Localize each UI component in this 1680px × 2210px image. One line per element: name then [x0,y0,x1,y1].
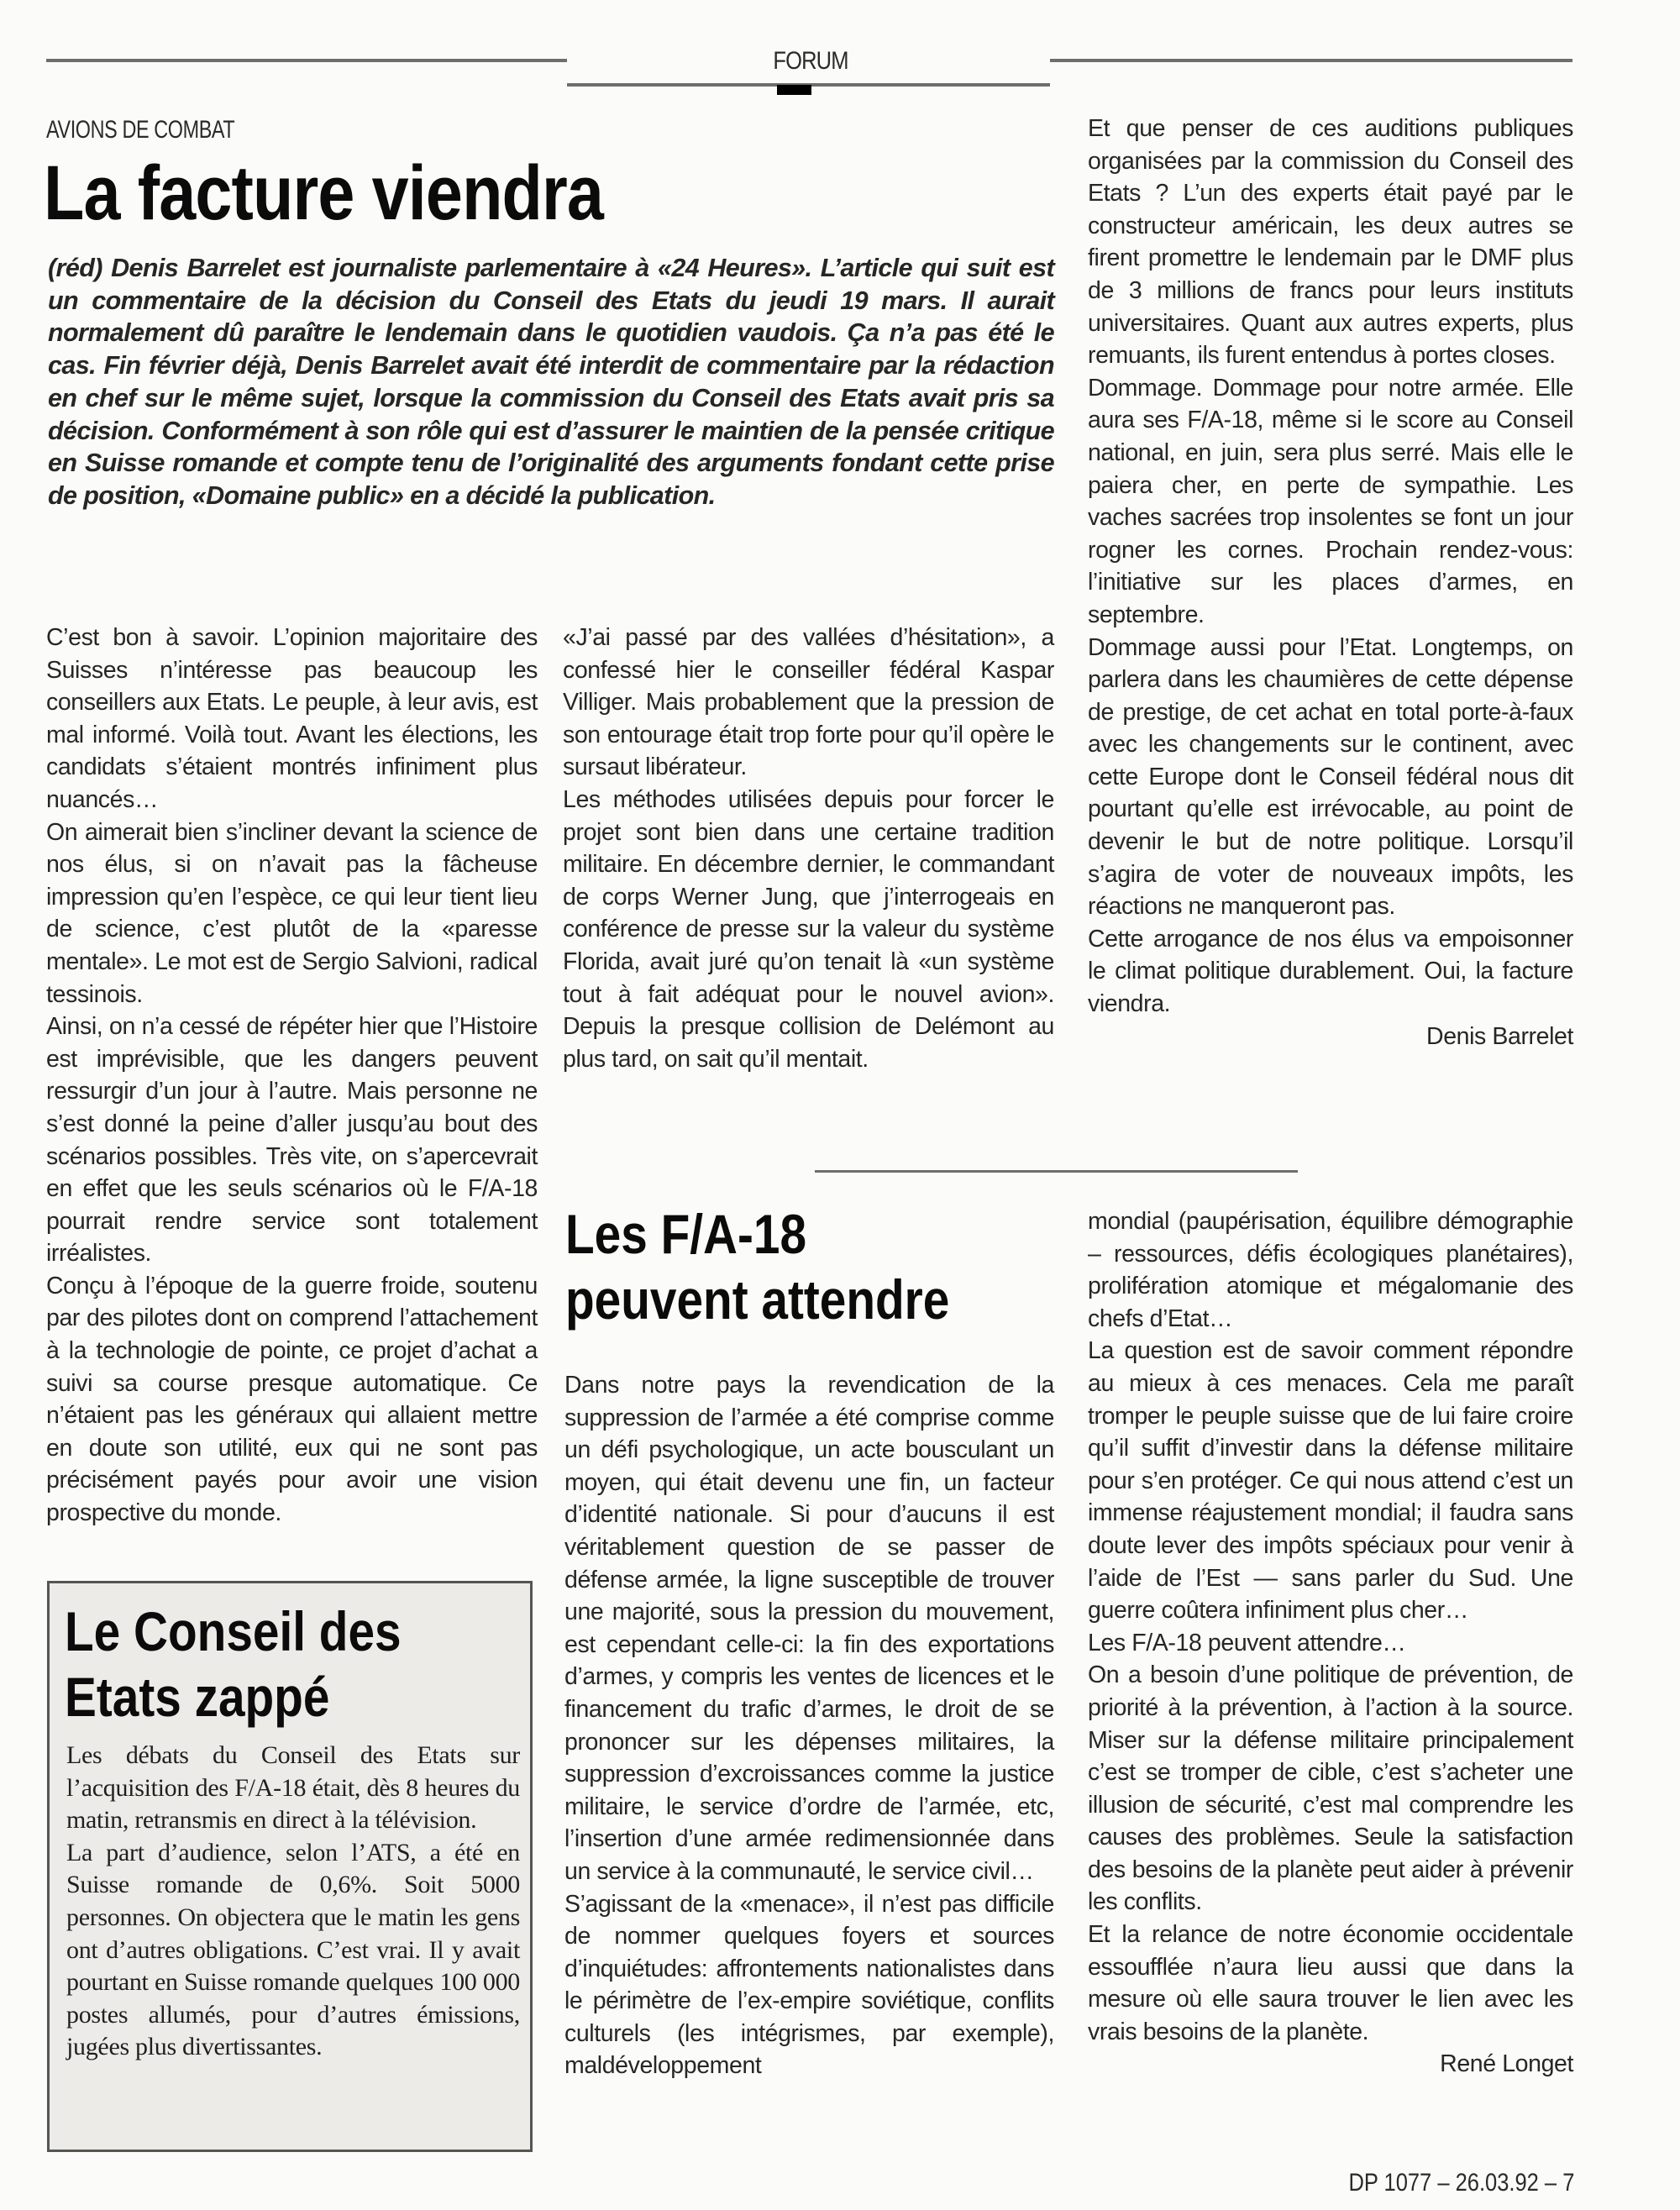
paragraph: Les débats du Conseil des Etats sur l’acquisition des F/A-18 était, dès 8 heures du matin, retransmis en direct à la télévision. [66,1741,520,1835]
sidebar-title-line: Etats zappé [65,1666,330,1728]
article-second-column-1 [564,1369,1054,2082]
paragraph: Les méthodes utilisées depuis pour forcer le projet sont bien dans une certaine tradition militaire. En décembre dernier, le commandant de corps Werner Jung, que j’interrogeais en conférence de presse sur la valeur du système Florida, avait juré qu’on tenait là «un système tout à fait adéquat pour le nouvel avion». Depuis la presque collision de Delémont au plus tard, on sait qu’il mentait. [563,785,1054,1073]
author-signature: René Longet [1440,2050,1573,2078]
sidebar-title-line: Le Conseil des [65,1600,402,1662]
header-rule-right [1050,59,1572,62]
paragraph: La question est de savoir comment répondre au mieux à ces menaces. Cela me paraît tromper le peuple suisse que de lui faire croire qu’il suffit d’investir dans la défense militaire pour s’en protéger. Ce qui nous attend c’est un immense réajustement mondial; il faudra sans doute lever des impôts spéciaux pour venir à l’aide de l’Est — sans parler du Sud. Une guerre coûtera infiniment plus cher… [1088,1337,1573,1625]
paragraph: «J’ai passé par des vallées d’hésitation», a confessé hier le conseiller fédéral Kaspar Villiger. Mais probablement que la pression de son entourage était trop forte pour qu’il opère le sursaut libérateur. [563,624,1054,781]
paragraph: S’agissant de la «menace», il n’est pas difficile de nommer quelques foyers et sources d’inquiétudes: affrontements nationalistes dans le périmètre de l’ex-empire soviétique, conflits culturels (les intégrismes, par exemple), maldéveloppement [564,1890,1054,2080]
title-line: peuvent attendre [565,1268,950,1331]
paragraph: On a besoin d’une politique de prévention, de priorité à la prévention, à l’action à la source. Miser sur la défense militaire principalement c’est se tromper de cible, c’est s’acheter une illusion de sécurité, c’est mal comprendre les causes des problèmes. Seule la satisfaction des besoins de la planète peut aider à prévenir les conflits. [1088,1661,1573,1916]
paragraph: Dommage. Dommage pour notre armée. Elle aura ses F/A-18, même si le score au Conseil national, en juin, sera plus serré. Mais elle le paiera cher, en perte de sympathie. Les vaches sacrées trop insolentes se font un jour rogner les cornes. Prochain rendez-vous: l’initiative sur les places d’armes, en septembre. [1088,374,1573,628]
author-signature: Denis Barrelet [1426,1022,1573,1050]
second-article-title [565,1201,949,1332]
section-label: FORUM [773,47,848,75]
paragraph: On aimerait bien s’incliner devant la science de nos élus, si on n’avait pas la fâcheuse impression qu’en l’espèce, ce qui leur tient lieu de science, c’est plutôt de la «paresse mentale». Le mot est de Sergio Salvioni, radical tessinois. [46,818,538,1008]
article-title: La facture viendra [44,150,604,236]
paragraph: Et la relance de notre économie occidentale essoufflée n’aura lieu aussi que dans la mesure où elle saura trouver le lien avec les vrais besoins de la planète. [1088,1921,1573,2045]
paragraph: Ainsi, on n’a cessé de répéter hier que l’Histoire est imprévisible, que les dangers peuvent ressurgir d’un jour à l’autre. Mais personne ne s’est donné la peine d’aller jusqu’au bout des scénarios possibles. Très vite, on s’apercevrait en effet que les seuls scénarios où le F/A-18 pourrait rendre service sont totalement irréalistes. [46,1013,538,1268]
sidebar-title [65,1598,402,1730]
article-main-column-2 [563,622,1054,1075]
paragraph: Conçu à l’époque de la guerre froide, soutenu par des pilotes dont on comprend l’attachement à la technologie de pointe, ce projet d’achat a suivi sa course presque automatique. Ce n’étaient pas les généraux qui allaient mettre en doute son utilité, eux qui ne sont pas précisément payés pour avoir une vision prospective du monde. [46,1272,538,1527]
article-second-column-2 [1088,1205,1573,2081]
title-line: Les F/A-18 [565,1203,807,1265]
paragraph: Dans notre pays la revendication de la suppression de l’armée a été comprise comme un défi psychologique, un acte bousculant un moyen, qui était devenu une fin, un facteur d’identité nationale. Si pour d’aucuns il est véritablement question de se passer de défense armée, la ligne susceptible de trouver une majorité, sous la pression du mouvement, est cependant celle-ci: la fin des exportations d’armes, y compris les ventes de licences et le financement du trafic d’armes, le droit de se prononcer sur les dépenses militaires, la suppression d’excroissances comme la justice militaire, le service d’ordre de l’armée, etc, l’insertion d’une armée redimensionnée dans un service à la communauté, le service civil… [564,1372,1054,1885]
article-main-column-3 [1088,113,1573,1053]
article-intro: (réd) Denis Barrelet est journaliste parlementaire à «24 Heures». L’article qui suit est un commentaire de la décision du Conseil des Etats du jeudi 19 mars. Il aurait normalement dû paraître le lendemain dans le quotidien vaudois. Ça n’a pas été le cas. Fin février déjà, Denis Barrelet avait été interdit de commentaire par la rédaction en chef sur le même sujet, lorsque la commission du Conseil des Etats avait pris sa décision. Conformément à son rôle qui est d’assurer le maintien de la pensée critique en Suisse romande et compte tenu de l’originalité des arguments fondant cette prise de position, «Domaine public» en a décidé la publication. [48,254,1054,510]
paragraph: La part d’audience, selon l’ATS, a été en Suisse romande de 0,6%. Soit 5000 personnes. On objectera que le matin les gens ont d’autres obligations. C’est vrai. Il y avait pourtant en Suisse romande quelques 100 000 postes allumés, pour d’autres émissions, jugées plus divertissantes. [66,1838,520,2061]
section-marker-bar [777,85,811,95]
paragraph: Et que penser de ces auditions publiques organisées par la commission du Conseil des Etats ? L’un des experts était payé par le constructeur américain, les deux autres se firent promettre le lendemain par le DMF plus de 3 millions de francs pour leurs instituts universitaires. Quant aux autres experts, plus remuants, ils furent entendus à portes closes. [1088,115,1573,370]
page-footer-issue: DP 1077 – 26.03.92 – 7 [1348,2169,1574,2197]
paragraph: Cette arrogance de nos élus va empoisonner le climat politique durablement. Oui, la facture viendra. [1088,925,1573,1018]
article-main-column-1 [46,622,538,1530]
header-rule-left [46,59,567,62]
sidebar-body [66,1740,520,2064]
paragraph: mondial (paupérisation, équilibre démographie – ressources, défis écologiques planétaires), prolifération atomique et mégalomanie des chefs d’Etat… [1088,1208,1573,1332]
paragraph: Les F/A-18 peuvent attendre… [1088,1629,1406,1656]
paragraph: C’est bon à savoir. L’opinion majoritaire des Suisses n’intéresse pas beaucoup les conseillers aux Etats. Le peuple, à leur avis, est mal informé. Voilà tout. Avant les élections, les candidats s’étaient montrés infiniment plus nuancés… [46,624,538,813]
paragraph: Dommage aussi pour l’Etat. Longtemps, on parlera dans les chaumières de cette dépense de prestige, de cet achat en total porte-à-faux avec les changements sur le continent, avec cette Europe dont le Conseil fédéral nous dit pourtant qu’elle est irrévocable, au point de devenir le but de notre politique. Lorsqu’il s’agira de voter de nouveaux impôts, les réactions ne manqueront pas. [1088,633,1573,921]
article-separator-rule [815,1170,1298,1173]
article-kicker: AVIONS DE COMBAT [46,116,235,144]
sidebar-box [47,1581,533,2152]
